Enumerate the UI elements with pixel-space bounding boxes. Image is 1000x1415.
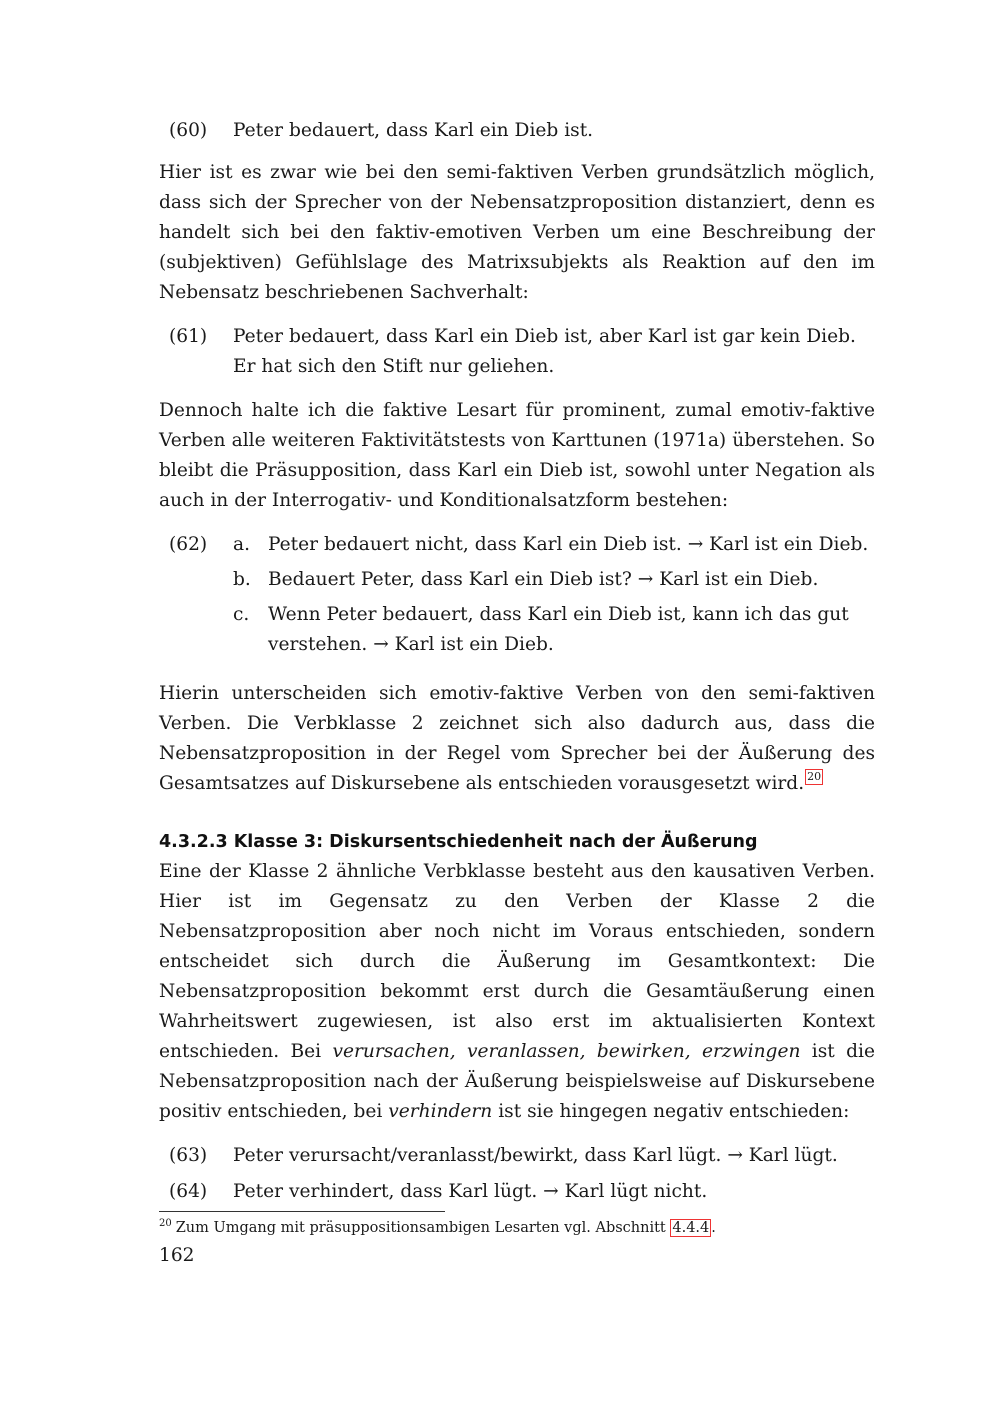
example-number: (61) bbox=[169, 326, 208, 347]
verb-verhindern: verhindern bbox=[388, 1101, 493, 1122]
paragraph-2: Dennoch halte ich die faktive Lesart für prominent, zumal emotiv-faktive Verben alle weiteren Faktivitätstests von Karttunen (1971a) überstehen. So bleibt die Präsupposition, dass Karl ein Dieb ist, sowohl unter Negation als auch in der Interrogativ- und Konditionalsatzform bestehen: bbox=[159, 400, 875, 511]
footnote-text: Zum Umgang mit präsuppositionsambigen Lesarten vgl. Abschnitt bbox=[175, 1220, 671, 1236]
example-item-c bbox=[233, 600, 875, 660]
paragraph-3-text: Hierin unterscheiden sich emotiv-faktive Verben von den semi-faktiven Verben. Die Verbklasse 2 zeichnet sich also dadurch aus, dass die Nebensatzproposition in der Regel vom Sprecher bei der Äußerung des Gesamtsatzes auf Diskursebene als entschieden vorausgesetzt wird. bbox=[159, 683, 875, 794]
paragraph-1: Hier ist es zwar wie bei den semi-faktiven Verben grundsätzlich möglich, dass sich der Sprecher von der Nebensatzproposition distanziert, denn es handelt sich bei den faktiv-emotiven Verben um eine Beschreibung der (subjektiven) Gefühlslage des Matrixsubjekts als Reaktion auf den im Nebensatz beschriebenen Sachverhalt: bbox=[159, 162, 875, 303]
paragraph-4 bbox=[159, 857, 875, 1127]
paragraph-4-text-a: Eine der Klasse 2 ähnliche Verbklasse besteht aus den kausativen Verben. Hier ist im Gegensatz zu den Verben der Klasse 2 die Nebensatzproposition aber noch nicht im Voraus entschieden, sondern entscheidet sich durch die Äußerung im Gesamtkontext: Die Nebensatzproposition bekommt erst durch die Gesamtäußerung einen Wahrheitswert zugewiesen, ist also erst im aktualisierten Kontext entschieden. Bei bbox=[159, 861, 875, 1062]
footnote-end: . bbox=[711, 1220, 716, 1236]
section-heading: 4.3.2.3 Klasse 3: Diskursentschiedenheit nach der Äußerung bbox=[159, 832, 758, 852]
example-text: Peter bedauert, dass Karl ein Dieb ist, aber Karl ist gar kein Dieb. Er hat sich den Stift nur geliehen. bbox=[233, 326, 856, 377]
footnote-divider bbox=[159, 1211, 445, 1212]
example-number: (63) bbox=[169, 1145, 208, 1166]
example-number: (62) bbox=[169, 534, 208, 555]
example-62 bbox=[169, 530, 875, 665]
item-label: b. bbox=[233, 569, 251, 590]
item-text: Wenn Peter bedauert, dass Karl ein Dieb ist, kann ich das gut verstehen. → Karl ist ein Dieb. bbox=[268, 604, 849, 655]
example-items bbox=[233, 530, 875, 665]
example-item-b bbox=[233, 565, 875, 595]
example-number: (64) bbox=[169, 1181, 208, 1202]
section-link[interactable]: 4.4.4 bbox=[672, 1220, 710, 1236]
paragraph-3 bbox=[159, 679, 875, 799]
example-text: Peter bedauert, dass Karl ein Dieb ist. bbox=[233, 120, 594, 141]
page-number: 162 bbox=[159, 1245, 195, 1266]
example-63 bbox=[169, 1141, 875, 1171]
example-61 bbox=[169, 322, 875, 382]
example-number: (60) bbox=[169, 120, 208, 141]
example-text: Peter verursacht/veranlasst/bewirkt, dass Karl lügt. → Karl lügt. bbox=[233, 1145, 838, 1166]
verb-list: verursachen, veranlassen, bewirken, erzwingen bbox=[332, 1041, 801, 1062]
example-60 bbox=[169, 116, 875, 146]
page-content bbox=[159, 116, 875, 1238]
footnote-ref-link[interactable]: 20 bbox=[807, 770, 822, 783]
example-item-a bbox=[233, 530, 875, 560]
paragraph-4-text-b: ist die Nebensatzproposition nach der Äußerung beispielsweise auf Diskursebene positiv entschieden, bei bbox=[159, 1041, 875, 1122]
example-64 bbox=[169, 1177, 875, 1207]
example-text: Peter verhindert, dass Karl lügt. → Karl lügt nicht. bbox=[233, 1181, 708, 1202]
footnote bbox=[159, 1214, 875, 1238]
item-text: Bedauert Peter, dass Karl ein Dieb ist? → Karl ist ein Dieb. bbox=[268, 569, 819, 590]
footnote-mark: 20 bbox=[159, 1218, 172, 1229]
item-label: a. bbox=[233, 534, 250, 555]
paragraph-4-text-c: ist sie hingegen negativ entschieden: bbox=[492, 1101, 850, 1122]
item-text: Peter bedauert nicht, dass Karl ein Dieb ist. → Karl ist ein Dieb. bbox=[268, 534, 869, 555]
item-label: c. bbox=[233, 604, 250, 625]
